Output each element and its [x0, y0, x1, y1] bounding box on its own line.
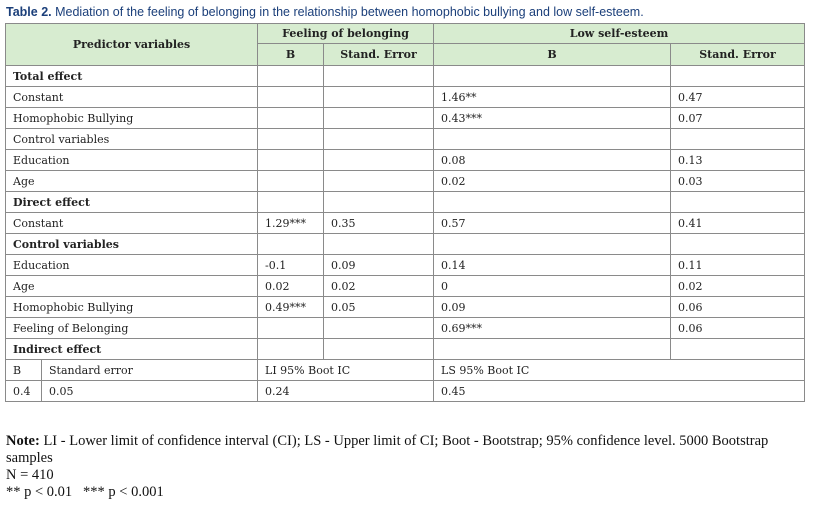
table-row — [6, 234, 805, 255]
indirect-values-row — [6, 381, 805, 402]
cell-belonging-se — [324, 150, 434, 171]
table-row — [6, 171, 805, 192]
cell-self-esteem-b: 0.08 — [434, 150, 671, 171]
table-body — [6, 66, 805, 402]
header-se-2: Stand. Error — [671, 44, 805, 66]
table-note — [6, 433, 818, 501]
row-label: Homophobic Bullying — [6, 297, 258, 318]
row-label: Homophobic Bullying — [6, 108, 258, 129]
table-row — [6, 150, 805, 171]
cell-belonging-se: 0.05 — [324, 297, 434, 318]
cell-self-esteem-se — [671, 234, 805, 255]
row-label: Feeling of Belonging — [6, 318, 258, 339]
caption-label: Table 2. — [6, 5, 52, 19]
cell-self-esteem-b: 0.57 — [434, 213, 671, 234]
note-label: Note: — [6, 433, 40, 449]
table-row — [6, 66, 805, 87]
cell-belonging-b — [258, 234, 324, 255]
cell-belonging-b: 0.49*** — [258, 297, 324, 318]
cell-self-esteem-se: 0.07 — [671, 108, 805, 129]
cell-belonging-b — [258, 318, 324, 339]
cell-self-esteem-b: 0.14 — [434, 255, 671, 276]
indirect-b: B — [6, 360, 42, 381]
cell-belonging-b — [258, 192, 324, 213]
cell-belonging-se: 0.35 — [324, 213, 434, 234]
row-label: Education — [6, 255, 258, 276]
table-row — [6, 108, 805, 129]
cell-self-esteem-b: 0.43*** — [434, 108, 671, 129]
table-row — [6, 192, 805, 213]
cell-self-esteem-se: 0.41 — [671, 213, 805, 234]
mediation-table — [5, 23, 805, 402]
cell-belonging-se — [324, 129, 434, 150]
cell-self-esteem-se: 0.06 — [671, 297, 805, 318]
cell-self-esteem-se — [671, 192, 805, 213]
row-label: Education — [6, 150, 258, 171]
cell-belonging-se — [324, 66, 434, 87]
note-line-1 — [6, 433, 818, 467]
cell-self-esteem-se: 0.11 — [671, 255, 805, 276]
cell-belonging-b — [258, 87, 324, 108]
row-label: Direct effect — [6, 192, 258, 213]
header-feeling-of-belonging: Feeling of belonging — [258, 24, 434, 44]
indirect-header-row — [6, 360, 805, 381]
cell-self-esteem-se: 0.47 — [671, 87, 805, 108]
indirect-b: 0.4 — [6, 381, 42, 402]
cell-self-esteem-b — [434, 129, 671, 150]
row-label: Total effect — [6, 66, 258, 87]
indirect-ls: LS 95% Boot IC — [434, 360, 805, 381]
cell-belonging-se — [324, 339, 434, 360]
header-low-self-esteem: Low self-esteem — [434, 24, 805, 44]
row-label: Constant — [6, 87, 258, 108]
header-predictor: Predictor variables — [6, 24, 258, 66]
cell-self-esteem-se — [671, 339, 805, 360]
table-row — [6, 318, 805, 339]
cell-self-esteem-b — [434, 234, 671, 255]
cell-belonging-b: 1.29*** — [258, 213, 324, 234]
cell-self-esteem-b — [434, 192, 671, 213]
indirect-se: 0.05 — [42, 381, 258, 402]
row-label: Control variables — [6, 234, 258, 255]
row-label: Control variables — [6, 129, 258, 150]
cell-self-esteem-b — [434, 339, 671, 360]
cell-self-esteem-se: 0.13 — [671, 150, 805, 171]
note-text: LI - Lower limit of confidence interval (CI); LS - Upper limit of CI; Boot - Bootstrap; 95% confidence level. 5000 Bootstrap samples — [6, 433, 769, 466]
cell-self-esteem-b: 1.46** — [434, 87, 671, 108]
cell-self-esteem-se: 0.03 — [671, 171, 805, 192]
caption-text: Mediation of the feeling of belonging in the relationship between homophobic bullying and low self-esteem. — [51, 5, 644, 19]
cell-belonging-se — [324, 318, 434, 339]
cell-self-esteem-b: 0 — [434, 276, 671, 297]
indirect-li: LI 95% Boot IC — [258, 360, 434, 381]
table-caption — [6, 5, 818, 19]
cell-belonging-b: 0.02 — [258, 276, 324, 297]
note-sample-size: N = 410 — [6, 467, 54, 483]
cell-self-esteem-se: 0.06 — [671, 318, 805, 339]
header-b-1: B — [258, 44, 324, 66]
header-b-2: B — [434, 44, 671, 66]
cell-belonging-b — [258, 108, 324, 129]
indirect-li: 0.24 — [258, 381, 434, 402]
cell-belonging-b — [258, 150, 324, 171]
cell-belonging-se — [324, 192, 434, 213]
cell-belonging-b — [258, 339, 324, 360]
row-label: Age — [6, 171, 258, 192]
row-label: Constant — [6, 213, 258, 234]
cell-self-esteem-se — [671, 129, 805, 150]
cell-belonging-b — [258, 171, 324, 192]
cell-belonging-se — [324, 87, 434, 108]
cell-belonging-b: -0.1 — [258, 255, 324, 276]
header-se-1: Stand. Error — [324, 44, 434, 66]
cell-self-esteem-se — [671, 66, 805, 87]
cell-belonging-se — [324, 234, 434, 255]
table-row — [6, 297, 805, 318]
cell-belonging-se — [324, 171, 434, 192]
cell-belonging-se: 0.02 — [324, 276, 434, 297]
table-row — [6, 255, 805, 276]
row-label: Indirect effect — [6, 339, 258, 360]
cell-self-esteem-b: 0.69*** — [434, 318, 671, 339]
cell-self-esteem-se: 0.02 — [671, 276, 805, 297]
note-significance: ** p < 0.01 *** p < 0.001 — [6, 484, 164, 500]
table-row — [6, 276, 805, 297]
cell-belonging-se — [324, 108, 434, 129]
cell-belonging-b — [258, 129, 324, 150]
cell-self-esteem-b — [434, 66, 671, 87]
table-row — [6, 213, 805, 234]
table-row — [6, 129, 805, 150]
cell-self-esteem-b: 0.02 — [434, 171, 671, 192]
table-row — [6, 87, 805, 108]
row-label: Age — [6, 276, 258, 297]
cell-self-esteem-b: 0.09 — [434, 297, 671, 318]
indirect-se: Standard error — [42, 360, 258, 381]
indirect-ls: 0.45 — [434, 381, 805, 402]
cell-belonging-se: 0.09 — [324, 255, 434, 276]
table-row — [6, 339, 805, 360]
cell-belonging-b — [258, 66, 324, 87]
